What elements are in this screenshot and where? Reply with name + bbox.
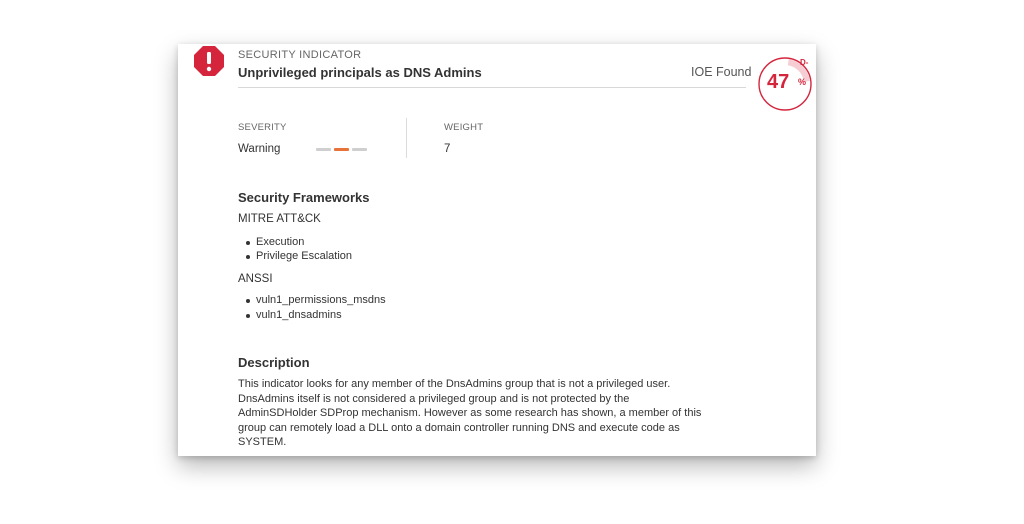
severity-label: SEVERITY — [238, 122, 287, 133]
framework-name-mitre: MITRE ATT&CK — [238, 213, 321, 225]
description-text: This indicator looks for any member of the DnsAdmins group that is not a privileged user. DnsAdmins itself is not considered a privileged group and is not protected by the AdminSDHolder SDProp mechanism. However as some research has shown, a member of this group can remotely load a DLL onto a domain controller running DNS and execute code as SYSTEM. — [238, 378, 702, 449]
severity-bar — [316, 148, 331, 151]
score-unit: % — [798, 77, 807, 87]
framework-item: vuln1_dnsadmins — [256, 309, 342, 321]
indicator-type-label: SECURITY INDICATOR — [238, 49, 362, 61]
framework-name-anssi: ANSSI — [238, 273, 273, 285]
score-gauge — [756, 55, 814, 113]
meta-divider — [406, 118, 407, 158]
framework-item: vuln1_permissions_msdns — [256, 294, 386, 306]
frameworks-title: Security Frameworks — [238, 190, 370, 205]
header-divider — [238, 87, 746, 88]
score-grade: D- — [800, 58, 809, 67]
severity-bar — [334, 148, 349, 151]
framework-item: Privilege Escalation — [256, 250, 352, 262]
ioe-status: IOE Found — [691, 65, 752, 79]
alert-octagon-icon — [193, 45, 225, 77]
description-title: Description — [238, 355, 310, 370]
framework-item: Execution — [256, 236, 305, 248]
indicator-title: Unprivileged principals as DNS Admins — [238, 65, 482, 80]
severity-value: Warning — [238, 143, 281, 155]
score-value: 47 — [767, 71, 790, 93]
weight-value: 7 — [444, 143, 451, 155]
security-indicator-card — [178, 44, 816, 456]
severity-bar — [352, 148, 367, 151]
weight-label: WEIGHT — [444, 122, 484, 133]
